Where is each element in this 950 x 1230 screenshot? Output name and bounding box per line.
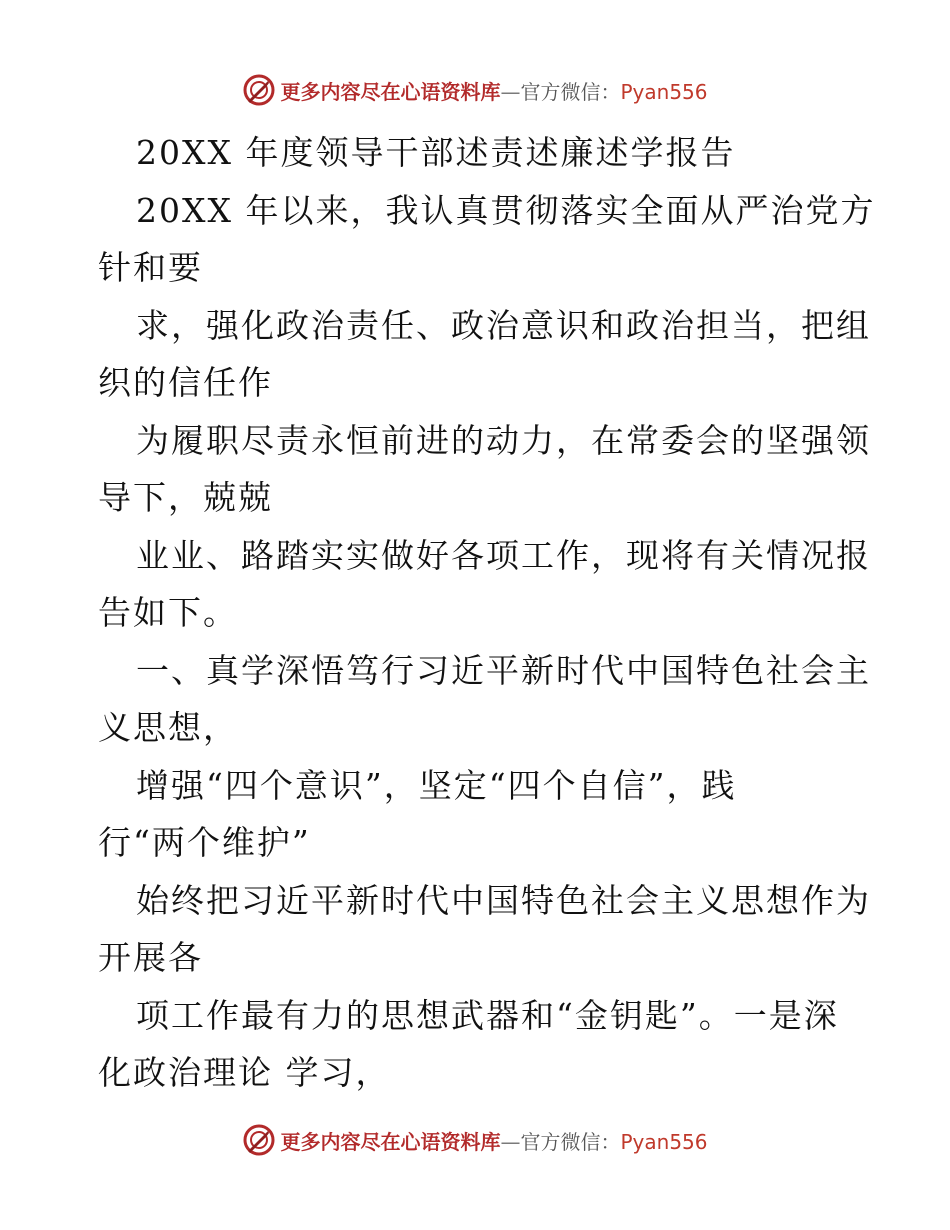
paragraph-line: 化政治理论 学习， (98, 1053, 391, 1092)
document-body (98, 124, 876, 1102)
paragraph-line: 为履职尽责永恒前进的动力，在常委会的坚强领 (136, 420, 871, 460)
banner-wechat-id: Pyan556 (620, 1129, 708, 1154)
header-watermark-text (280, 76, 707, 105)
paragraph-line: 20XX 年以来，我认真贯彻落实全面从严治党方 (136, 190, 876, 230)
pen-logo-icon (242, 73, 276, 107)
section-heading-line: 增强“四个意识”，坚定“四个自信”，践 (136, 765, 737, 805)
banner-dash: — (500, 1129, 521, 1154)
footer-watermark-text (280, 1126, 707, 1155)
banner-wechat-label: 官方微信： (520, 79, 621, 104)
header-watermark-banner (0, 70, 950, 110)
section-heading-line: 一、真学深悟笃行习近平新时代中国特色社会主 (136, 650, 871, 690)
banner-dash: — (500, 79, 521, 104)
section-heading-line: 行“两个维护” (98, 823, 311, 862)
section-heading-line: 义思想， (98, 708, 238, 747)
pen-logo-icon (242, 1123, 276, 1157)
paragraph-line: 开展各 (98, 938, 203, 977)
paragraph-line: 告如下。 (98, 593, 238, 632)
banner-wechat-label: 官方微信： (520, 1129, 621, 1154)
document-title: 20XX 年度领导干部述责述廉述学报告 (136, 133, 736, 172)
paragraph-line: 求，强化政治责任、政治意识和政治担当，把组 (136, 305, 871, 345)
paragraph-line: 织的信任作 (98, 363, 273, 402)
paragraph-line: 始终把习近平新时代中国特色社会主义思想作为 (136, 880, 871, 920)
paragraph-line: 导下，兢兢 (98, 478, 273, 517)
paragraph-line: 针和要 (98, 248, 203, 287)
banner-main-text: 更多内容尽在心语资料库 (280, 79, 501, 104)
footer-watermark-banner (0, 1120, 950, 1160)
banner-wechat-id: Pyan556 (620, 79, 708, 104)
paragraph-line: 项工作最有力的思想武器和“金钥匙”。一是深 (136, 995, 839, 1035)
banner-main-text: 更多内容尽在心语资料库 (280, 1129, 501, 1154)
paragraph-line: 业业、路踏实实做好各项工作，现将有关情况报 (136, 535, 871, 575)
